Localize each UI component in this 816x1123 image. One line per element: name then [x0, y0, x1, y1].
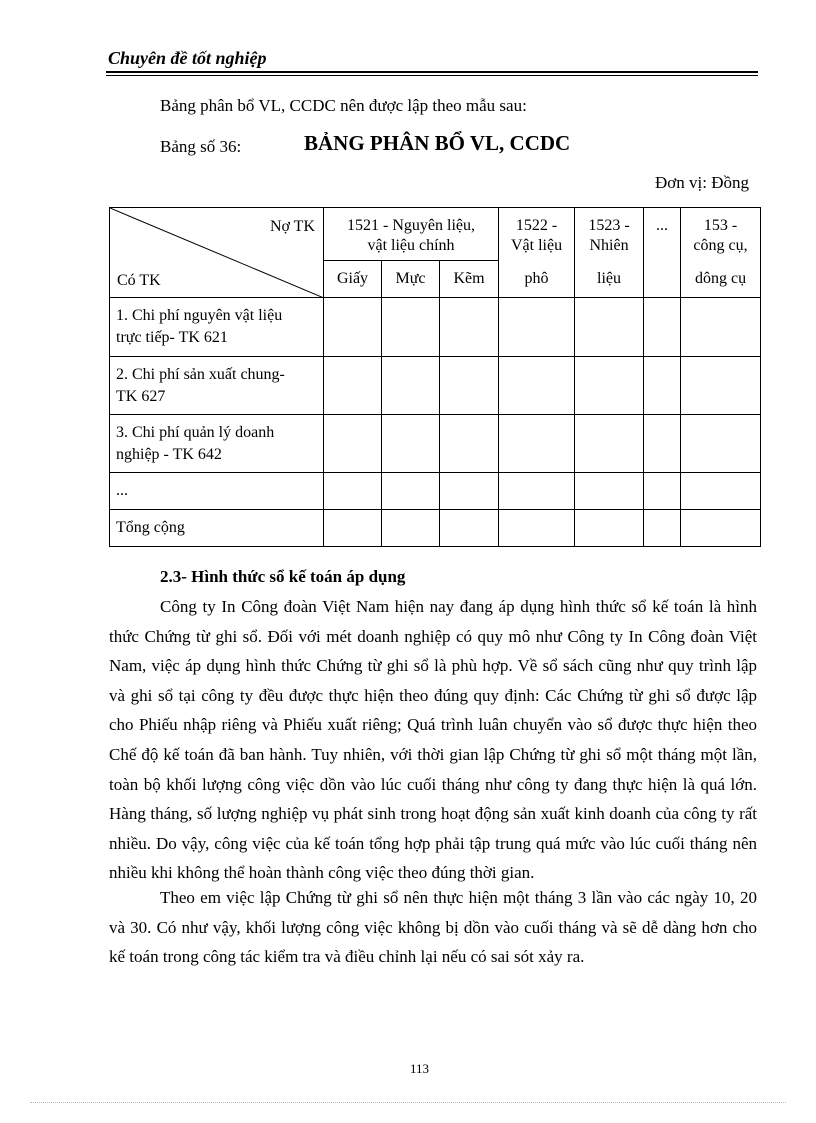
table-row	[110, 473, 761, 510]
table-row	[110, 510, 761, 547]
table-cell	[575, 298, 644, 357]
table-cell	[382, 357, 440, 415]
header-rule	[106, 71, 758, 73]
header-rule-thin	[106, 75, 758, 76]
table-cell	[440, 298, 499, 357]
col-etc-cont	[644, 261, 681, 298]
sub-header-kem: Kẽm	[440, 261, 499, 298]
debit-account-label: Nợ TK	[269, 218, 315, 235]
intro-text: Bảng phân bổ VL, CCDC nên được lập theo mẫu sau:	[160, 96, 527, 115]
row-label	[110, 357, 324, 415]
table-cell	[440, 415, 499, 473]
table-cell	[324, 357, 382, 415]
col-153-line3: dông cụ	[681, 261, 761, 298]
document-header-title: Chuyên đề tốt nghiệp	[108, 48, 267, 68]
table-cell	[644, 357, 681, 415]
col-1523-line2: Nhiên	[589, 237, 629, 254]
col-1522-header	[499, 208, 575, 261]
table-cell	[575, 473, 644, 510]
col-etc-label: ...	[656, 217, 669, 234]
col-1521-line2: vật liệu chính	[367, 237, 455, 254]
row-label	[110, 298, 324, 357]
sub-header-muc: Mực	[382, 261, 440, 298]
table-cell	[681, 510, 761, 547]
table-cell	[681, 357, 761, 415]
table-cell	[499, 415, 575, 473]
table-cell	[681, 473, 761, 510]
col-153-line2: công cụ,	[693, 237, 748, 254]
table-cell	[681, 298, 761, 357]
table-title: BẢNG PHÂN BỔ VL, CCDC	[304, 131, 571, 155]
table-cell	[499, 298, 575, 357]
row-label	[110, 415, 324, 473]
table-cell	[324, 415, 382, 473]
row-label-line2: nghiệp - TK 642	[116, 445, 222, 463]
row-label-line1: 3. Chi phí quản lý doanh	[116, 423, 275, 441]
col-etc-header	[644, 208, 681, 261]
table-cell	[681, 415, 761, 473]
section-heading: 2.3- Hình thức sổ kế toán áp dụng	[160, 567, 406, 586]
table-cell	[440, 510, 499, 547]
table-cell	[324, 473, 382, 510]
col-1523-line3: liệu	[575, 261, 644, 298]
col-1522-line3: phô	[499, 261, 575, 298]
table-cell	[575, 415, 644, 473]
table-cell	[499, 473, 575, 510]
allocation-table	[109, 207, 761, 547]
col-1523-line1: 1523 -	[588, 217, 630, 234]
table-cell	[499, 510, 575, 547]
table-row	[110, 357, 761, 415]
diagonal-header-cell	[110, 208, 324, 298]
credit-account-label: Có TK	[117, 272, 161, 289]
table-row	[110, 415, 761, 473]
row-label-line2: TK 627	[116, 387, 166, 405]
body-paragraph: Công ty In Công đoàn Việt Nam hiện nay đang áp dụng hình thức sổ kế toán là hình thức Chứng từ ghi sổ. Đối với mét doanh nghiệp có quy mô như Công ty In Công đoàn Việt Nam, việc áp dụng hình thức Chứng từ ghi sổ là phù hợp. Về sổ sách cũng như quy trình lập và ghi sổ tại công ty đều được thực hiện theo đúng quy định: Các Chứng từ ghi sổ được lập cho Phiếu nhập riêng và Phiếu xuất riêng; Quá trình luân chuyển vào sổ được thực hiện theo Chế độ kế toán đã ban hành. Tuy nhiên, với thời gian lập Chứng từ ghi sổ một tháng một lần, toàn bộ khối lượng công việc dồn vào lúc cuối tháng như công ty đang thực hiện là quá lớn. Hàng tháng, số lượng nghiệp vụ phát sinh trong hoạt động sản xuất kinh doanh của công ty rất nhiều. Do vậy, công việc của kế toán tổng hợp phải tập trung quá mức vào lúc cuối tháng nên nhiều khi không thể hoàn thành công việc theo đúng thời gian.	[109, 597, 757, 883]
col-153-line1: 153 -	[703, 217, 738, 234]
table-cell	[499, 357, 575, 415]
unit-label: Đơn vị: Đồng	[655, 173, 749, 192]
table-row	[110, 298, 761, 357]
row-label: ...	[110, 473, 324, 510]
row-label-total: Tổng cộng	[110, 510, 324, 547]
body-paragraph: Theo em việc lập Chứng từ ghi sổ nên thực hiện một tháng 3 lần vào các ngày 10, 20 và 30. Có như vậy, khối lượng công việc không bị dồn vào cuối tháng và sẽ dễ dàng hơn cho kế toán trong công tác kiểm tra và điều chỉnh lại nếu có sai sót xảy ra.	[109, 888, 757, 967]
col-1523-header	[575, 208, 644, 261]
col-1522-line1: 1522 -	[515, 217, 558, 234]
table-cell	[644, 510, 681, 547]
table-cell	[575, 357, 644, 415]
col-153-header	[681, 208, 761, 261]
table-cell	[644, 473, 681, 510]
sub-header-giay: Giấy	[324, 261, 382, 298]
table-cell	[440, 473, 499, 510]
table-cell	[324, 510, 382, 547]
table-number: Bảng số 36:	[160, 137, 242, 156]
row-label-line2: trực tiếp- TK 621	[116, 329, 228, 346]
table-cell	[644, 415, 681, 473]
table-cell	[382, 473, 440, 510]
table-cell	[382, 298, 440, 357]
col-1522-line2: Vật liệu	[510, 237, 563, 254]
table-cell	[324, 298, 382, 357]
row-label-line1: 1. Chi phí nguyên vật liệu	[116, 307, 283, 324]
table-cell	[575, 510, 644, 547]
row-label-line1: 2. Chi phí sản xuất chung-	[116, 365, 285, 383]
col-1521-header	[324, 208, 499, 261]
table-cell	[644, 298, 681, 357]
table-cell	[440, 357, 499, 415]
col-1521-line1: 1521 - Nguyên liệu,	[347, 217, 475, 234]
table-cell	[382, 415, 440, 473]
table-cell	[382, 510, 440, 547]
footer-rule	[30, 1102, 786, 1103]
page-number: 113	[410, 1061, 430, 1076]
